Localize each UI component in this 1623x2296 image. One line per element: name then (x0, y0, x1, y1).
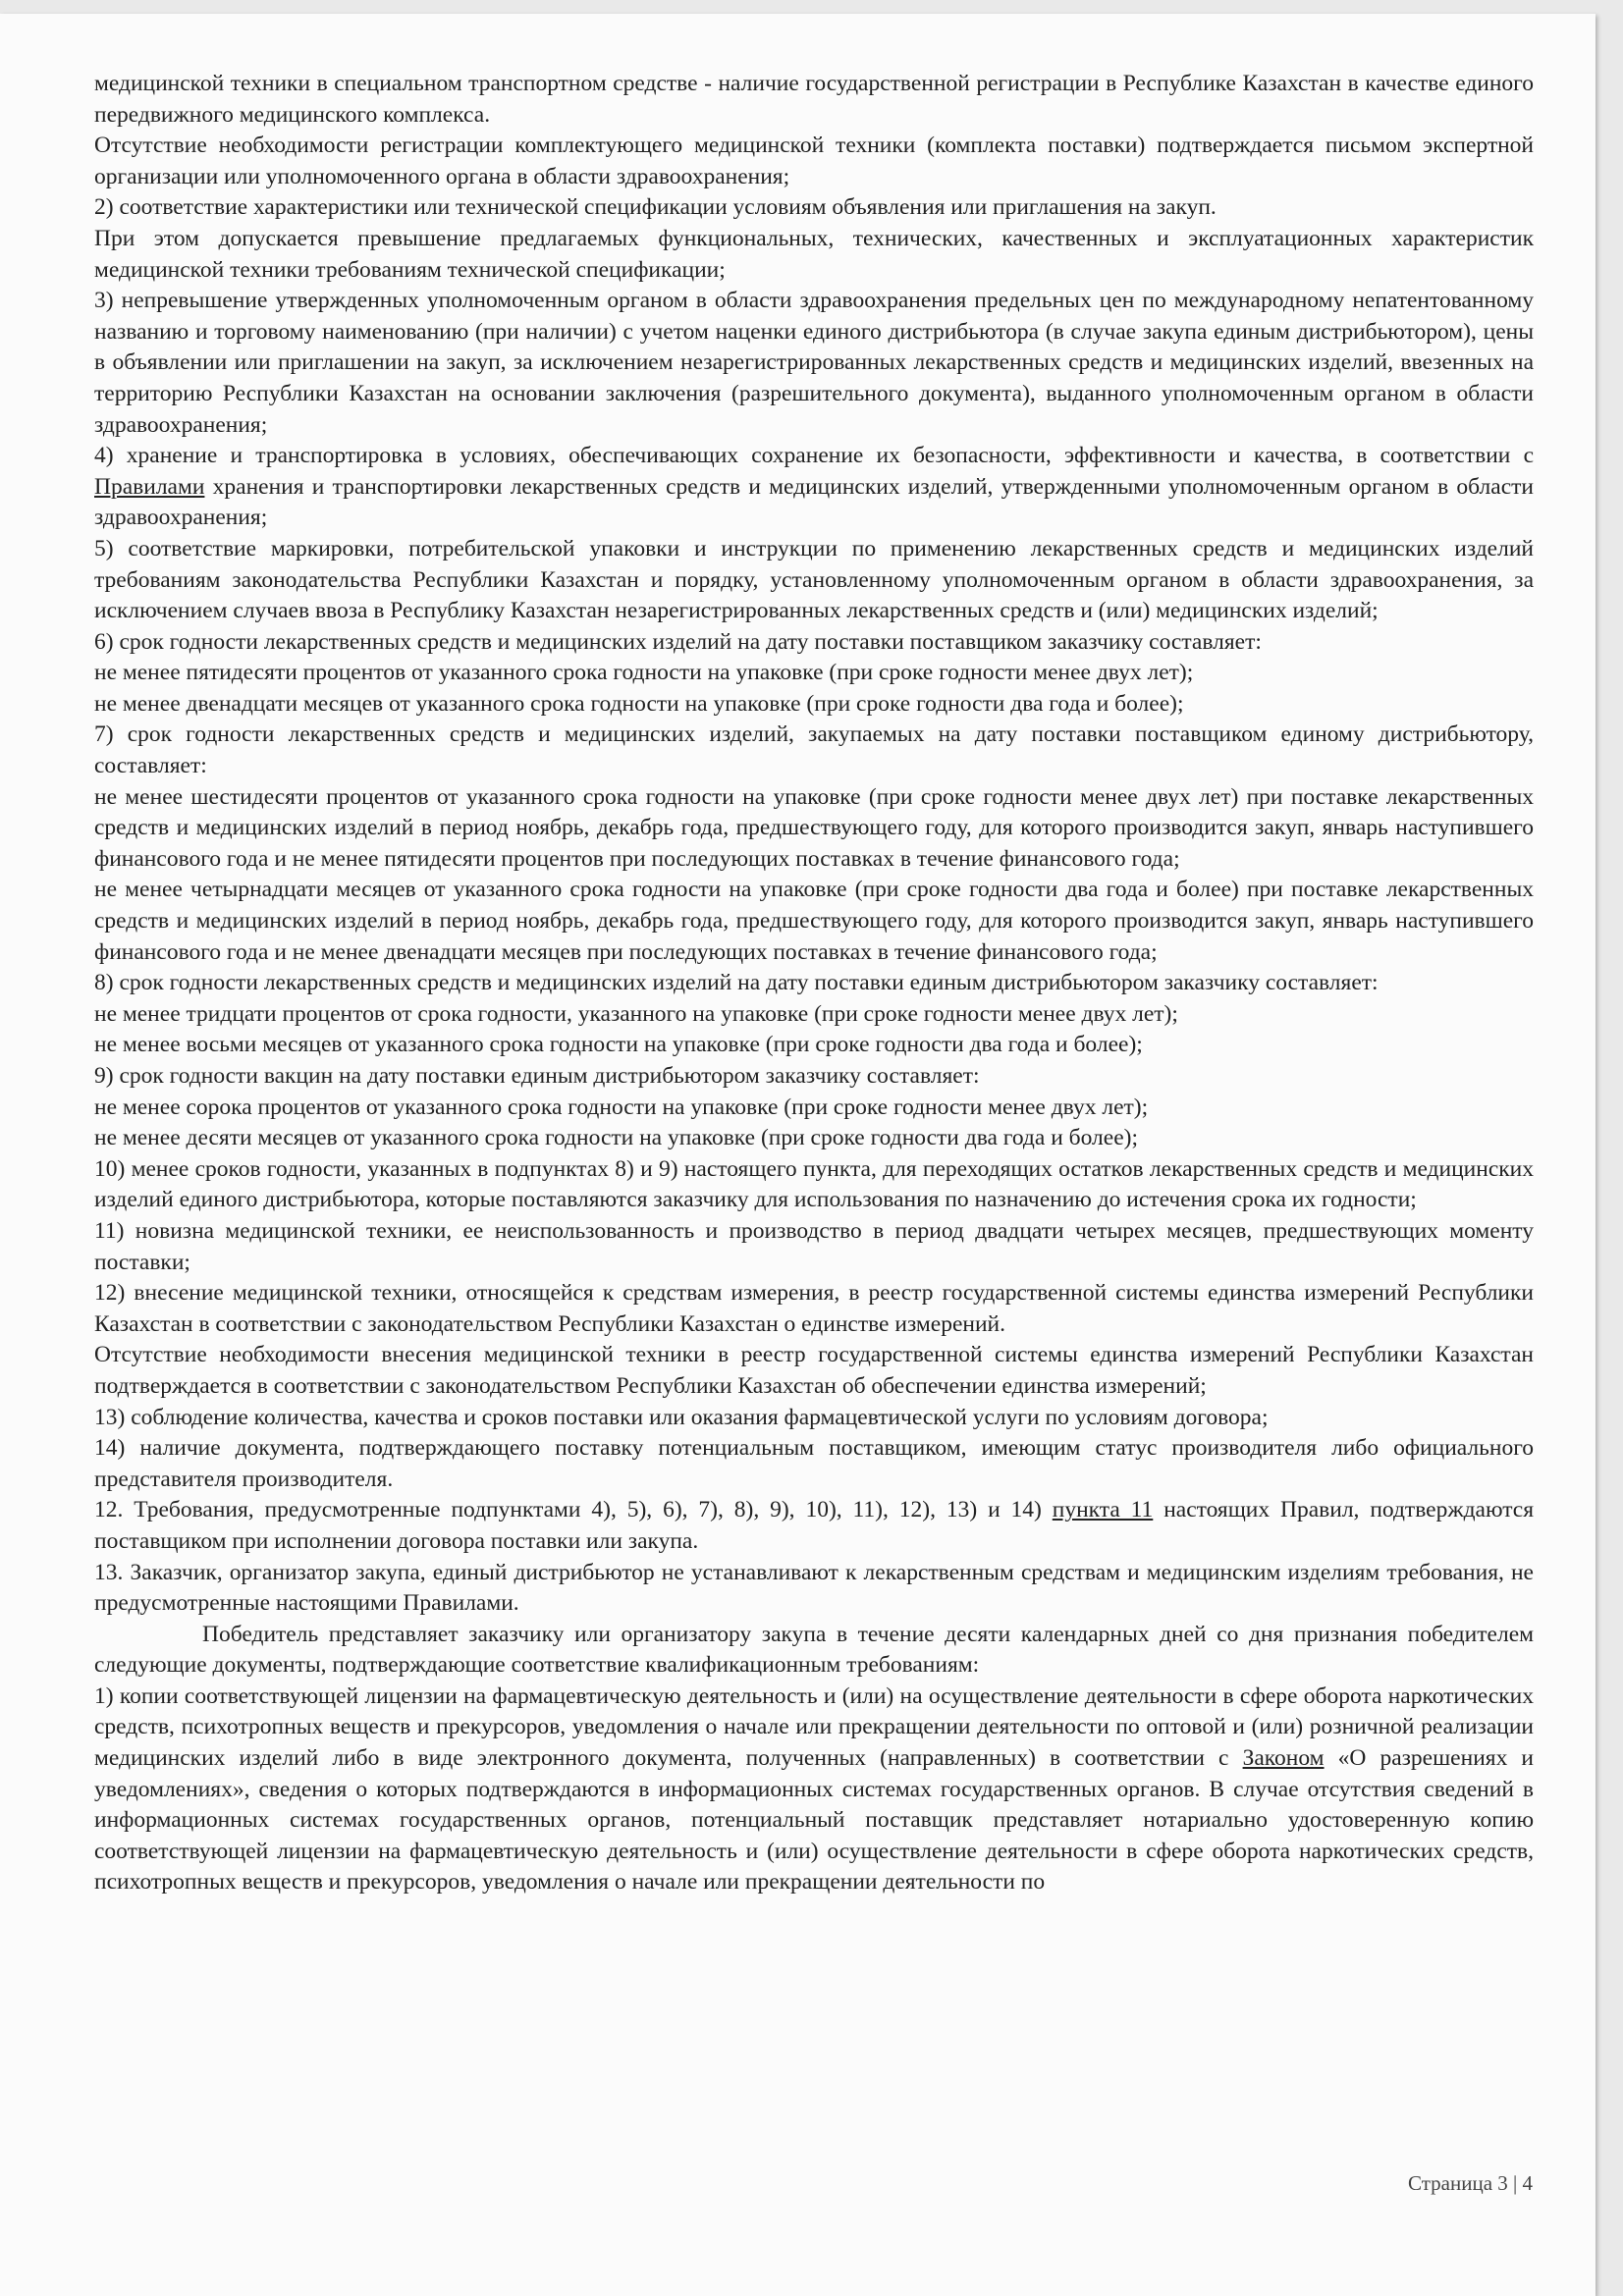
paragraph (94, 1495, 1534, 1557)
paragraph: не менее пятидесяти процентов от указанного срока годности на упаковке (при сроке годности менее двух лет); (94, 660, 1194, 686)
document-link[interactable]: пункта 11 (1052, 1497, 1154, 1523)
paragraph: 12) внесение медицинской техники, относящейся к средствам измерения, в реестр государственной системы единства измерений Республики Казахстан в соответствии с законодательством Республики Казахстан о единстве измерений. (94, 1280, 1534, 1337)
paragraph: не менее сорока процентов от указанного срока годности на упаковке (при сроке годности менее двух лет); (94, 1094, 1149, 1120)
paragraph: 7) срок годности лекарственных средств и медицинских изделий, закупаемых на дату поставки поставщиком единому дистрибьютору, составляет: (94, 721, 1534, 779)
paragraph (94, 1682, 1534, 1898)
document-link[interactable]: Правилами (94, 473, 205, 500)
paragraph: 13. Заказчик, организатор закупа, единый дистрибьютор не устанавливают к лекарственным средствам и медицинским изделиям требования, не предусмотренные настоящими Правилами. (94, 1559, 1534, 1617)
paragraph: не менее тридцати процентов от срока годности, указанного на упаковке (при сроке годности менее двух лет); (94, 1000, 1178, 1027)
paragraph: не менее восьми месяцев от указанного срока годности на упаковке (при сроке годности два года и более); (94, 1032, 1143, 1058)
document-link[interactable]: Законом (1242, 1745, 1325, 1772)
paragraph: 9) срок годности вакцин на дату поставки единым дистрибьютором заказчику составляет: (94, 1063, 980, 1089)
paragraph: 2) соответствие характеристики или технической спецификации условиям объявления или приглашения на закуп. (94, 194, 1217, 221)
document-page (0, 14, 1596, 2296)
paragraph: Отсутствие необходимости регистрации комплектующего медицинской техники (комплекта поставки) подтверждается письмом экспертной организации или уполномоченного органа в области здравоохранения; (94, 133, 1534, 189)
paragraph: 10) менее сроков годности, указанных в подпунктах 8) и 9) настоящего пункта, для переходящих остатков лекарственных средств и медицинских изделий единого дистрибьютора, которые поставляются заказчику для использования по назначению до истечения срока их годности; (94, 1155, 1534, 1213)
paragraph: Победитель представляет заказчику или организатору закупа в течение десяти календарных дней со дня признания победителем следующие документы, подтверждающие соответствие квалификационным требованиям: (94, 1621, 1534, 1679)
paragraph-text: 1) копии соответствующей лицензии на фармацевтическую деятельность и (или) на осуществление деятельности в сфере оборота наркотических средств, психотропных веществ и прекурсоров, уведомления о начале или прекращении деятельности по оптовой и (или) розничной реализации медицинских изделий либо в виде электронного документа, полученных (направленных) в соответствии с (94, 1682, 1534, 1772)
paragraph: не менее шестидесяти процентов от указанного срока годности на упаковке (при сроке годности менее двух лет) при поставке лекарственных средств и медицинских изделий в период ноябрь, декабрь года, предшествующего году, для которого производится закуп, январь наступившего финансового года и не менее пятидесяти процентов при последующих поставках в течение финансового года; (94, 783, 1534, 872)
paragraph: не менее десяти месяцев от указанного срока годности на упаковке (при сроке годности два года и более); (94, 1125, 1138, 1151)
paragraph: 6) срок годности лекарственных средств и медицинских изделий на дату поставки поставщиком заказчику составляет: (94, 628, 1262, 655)
paragraph-text: 12. Требования, предусмотренные подпунктами 4), 5), 6), 7), 8), 9), 10), 11), 12), 13) и 14) (94, 1497, 1053, 1523)
paragraph (94, 441, 1534, 534)
paragraph-text: настоящих Правил, подтверждаются поставщиком при исполнении договора поставки или закупа. (94, 1497, 1535, 1554)
paragraph: медицинской техники в специальном транспортном средстве - наличие государственной регистрации в Республике Казахстан в качестве единого передвижного медицинского комплекса. (94, 71, 1534, 128)
document-body (94, 69, 1534, 1898)
paragraph: не менее двенадцати месяцев от указанного срока годности на упаковке (при сроке годности два года и более); (94, 690, 1184, 717)
paragraph: Отсутствие необходимости внесения медицинской техники в реестр государственной системы единства измерений Республики Казахстан подтверждается в соответствии с законодательством Республики Казахстан об обеспечении единства измерений; (94, 1342, 1534, 1399)
paragraph-text: «О разрешениях и уведомлениях», сведения о которых подтверждаются в информационных системах государственных органов. В случае отсутствия сведений в информационных системах государственных органов, потенциальный поставщик представляет нотариально удостоверенную копию соответствующей лицензии на фармацевтическую деятельность и (или) осуществление деятельности в сфере оборота наркотических средств, психотропных веществ и прекурсоров, уведомления о начале или прекращении деятельности по (94, 1745, 1534, 1896)
paragraph: не менее четырнадцати месяцев от указанного срока годности на упаковке (при сроке годности два года и более) при поставке лекарственных средств и медицинских изделий в период ноябрь, декабрь года, предшествующего году, для которого производится закуп, январь наступившего финансового года и не менее двенадцати месяцев при последующих поставках в течение финансового года; (94, 877, 1534, 965)
paragraph-text: хранения и транспортировки лекарственных средств и медицинских изделий, утвержденными уполномоченным органом в области здравоохранения; (94, 473, 1534, 531)
paragraph: 11) новизна медицинской техники, ее неиспользованность и производство в период двадцати четырех месяцев, предшествующих моменту поставки; (94, 1217, 1534, 1275)
page-number: Страница 3 | 4 (1408, 2171, 1533, 2195)
paragraph: 3) непревышение утвержденных уполномоченным органом в области здравоохранения предельных цен по международному непатентованному названию и торговому наименованию (при наличии) с учетом наценки единого дистрибьютора (в случае закупа единым дистрибьютором), цены в объявлении или приглашении на закуп, за исключением незарегистрированных лекарственных средств и медицинских изделий, ввезенных на территорию Республики Казахстан на основании заключения (разрешительного документа), выданного уполномоченным органом в области здравоохранения; (94, 288, 1534, 438)
paragraph: 14) наличие документа, подтверждающего поставку потенциальным поставщиком, имеющим статус производителя либо официального представителя производителя. (94, 1435, 1534, 1492)
paragraph: 8) срок годности лекарственных средств и медицинских изделий на дату поставки единым дистрибьютором заказчику составляет: (94, 970, 1379, 996)
paragraph: 13) соблюдение количества, качества и сроков поставки или оказания фармацевтической услуги по условиям договора; (94, 1404, 1269, 1430)
paragraph: 5) соответствие маркировки, потребительской упаковки и инструкции по применению лекарственных средств и медицинских изделий требованиям законодательства Республики Казахстан и порядку, установленному уполномоченным органом в области здравоохранения, за исключением случаев ввоза в Республику Казахстан незарегистрированных лекарственных средств и (или) медицинских изделий; (94, 535, 1534, 624)
paragraph: При этом допускается превышение предлагаемых функциональных, технических, качественных и эксплуатационных характеристик медицинской техники требованиям технической спецификации; (94, 225, 1534, 283)
paragraph-text: 4) хранение и транспортировка в условиях, обеспечивающих сохранение их безопасности, эффективности и качества, в соответствии с (94, 443, 1534, 469)
